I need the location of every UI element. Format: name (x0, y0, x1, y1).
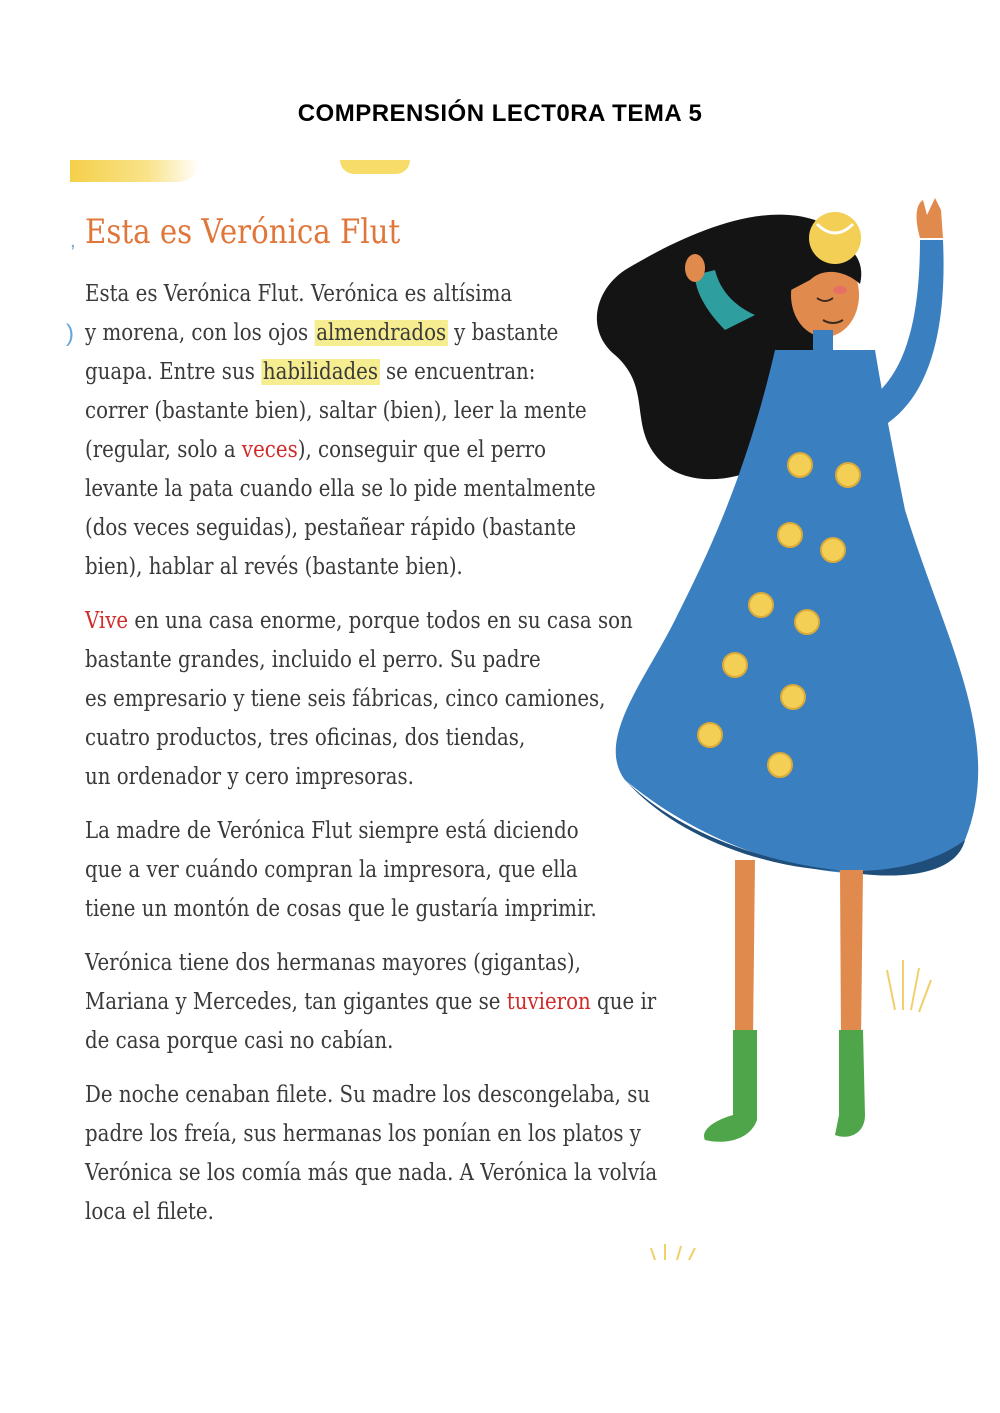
text-line (85, 602, 635, 641)
right-leg (840, 870, 863, 1040)
text-line: es empresario y tiene seis fábricas, cinco camiones, (85, 686, 606, 712)
text-segment: se encuentran: (379, 359, 536, 385)
tennis-ball-icon (809, 212, 861, 264)
text-line: Esta es Verónica Flut. Verónica es altísima (85, 281, 513, 307)
button-icon (795, 610, 819, 634)
text-line: (dos veces seguidas), pestañear rápido (bastante (85, 515, 577, 541)
text-line: loca el filete. (85, 1199, 214, 1225)
highlighted-word-almendrados: almendrados (316, 320, 447, 346)
margin-mark: , (70, 230, 76, 252)
text-segment: y morena, con los ojos (85, 320, 315, 346)
right-hand (917, 198, 943, 238)
highlighted-word-habilidades: habilidades (262, 359, 379, 385)
page-title: COMPRENSIÓN LECT0RA TEMA 5 (297, 100, 703, 127)
text-line: tiene un montón de cosas que le gustaría imprimir. (85, 896, 597, 922)
text-segment: y bastante (447, 320, 559, 346)
text-line: padre los freía, sus hermanas los ponían en los platos y (85, 1121, 641, 1147)
story-title: Esta es Verónica Flut (85, 212, 401, 252)
text-line: correr (bastante bien), saltar (bien), leer la mente (85, 398, 587, 424)
text-line: Verónica se los comía más que nada. A Verónica la volvía (85, 1160, 658, 1186)
right-arm (875, 240, 944, 425)
text-line: Verónica tiene dos hermanas mayores (gigantas), (85, 950, 581, 976)
text-line: bastante grandes, incluido el perro. Su padre (85, 647, 541, 673)
text-line: De noche cenaban filete. Su madre los descongelaba, su (85, 1082, 651, 1108)
text-line (85, 983, 657, 1022)
button-icon (788, 453, 812, 477)
text-segment: (regular, solo a (85, 437, 242, 463)
text-line: bien), hablar al revés (bastante bien). (85, 554, 463, 580)
text-line: La madre de Verónica Flut siempre está diciendo (85, 818, 579, 844)
left-leg (735, 860, 755, 1040)
decorative-sun-shape (340, 160, 410, 174)
girl-illustration (585, 180, 985, 1270)
text-line: de casa porque casi no cabían. (85, 1028, 394, 1054)
text-segment: que ir (590, 989, 657, 1015)
button-icon (821, 538, 845, 562)
grass-tuft-icon (651, 960, 931, 1260)
text-line: levante la pata cuando ella se lo pide mentalmente (85, 476, 596, 502)
text-line: un ordenador y cero impresoras. (85, 764, 414, 790)
text-segment: en una casa enorme, porque todos en su casa son (128, 608, 633, 634)
collar (813, 330, 833, 352)
text-segment: ), conseguir que el perro (297, 437, 547, 463)
margin-mark: ) (66, 320, 74, 347)
text-segment: Mariana y Mercedes, tan gigantes que se (85, 989, 507, 1015)
text-line (85, 353, 635, 392)
red-word-vive: Vive (85, 608, 129, 634)
button-icon (768, 753, 792, 777)
cheek (833, 286, 847, 294)
button-icon (749, 593, 773, 617)
left-boot (704, 1030, 757, 1142)
text-line: cuatro productos, tres oficinas, dos tiendas, (85, 725, 526, 751)
decorative-sun-shape (70, 160, 200, 182)
text-segment: guapa. Entre sus (85, 359, 262, 385)
button-icon (836, 463, 860, 487)
red-word-veces: veces (241, 437, 298, 463)
button-icon (698, 723, 722, 747)
button-icon (723, 653, 747, 677)
text-line: que a ver cuándo compran la impresora, que ella (85, 857, 578, 883)
left-hand (685, 254, 705, 282)
text-line (85, 314, 635, 353)
right-boot (835, 1030, 865, 1137)
button-icon (781, 685, 805, 709)
text-line (85, 431, 635, 470)
button-icon (778, 523, 802, 547)
red-word-tuvieron: tuvieron (506, 989, 591, 1015)
